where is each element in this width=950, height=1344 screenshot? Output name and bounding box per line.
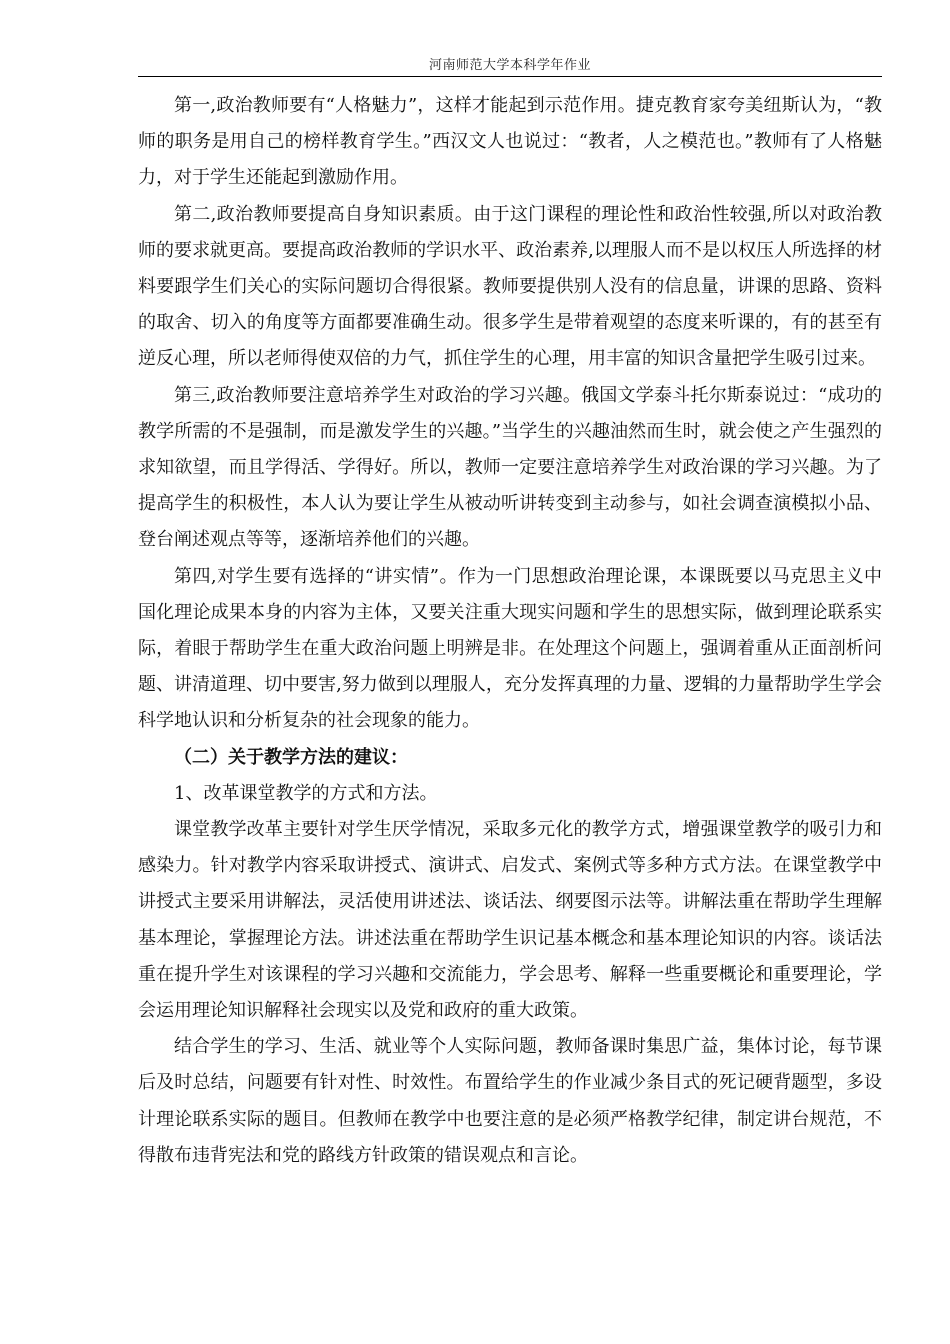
paragraph-second-point: 第二,政治教师要提高自身知识素质。由于这门课程的理论性和政治性较强,所以对政治教师的要求就更高。要提高政治教师的学识水平、政治素养,以理服人而不是以权压人所选择的材料要跟学生们关心的实际问题切合得很紧。教师要提供别人没有的信息量，讲课的思路、资料的取舍、切入的角度等方面都要准确生动。很多学生是带着观望的态度来听课的，有的甚至有逆反心理，所以老师得使双倍的力气，抓住学生的心理，用丰富的知识含量把学生吸引过来。 <box>138 203 882 370</box>
paragraph-practical-issues: 结合学生的学习、生活、就业等个人实际问题，教师备课时集思广益，集体讨论，每节课后及时总结，问题要有针对性、时效性。布置给学生的作业减少条目式的死记硬背题型，多设计理论联系实际的题目。但教师在教学中也要注意的是必须严格教学纪律，制定讲台规范，不得散布违背宪法和党的路线方针政策的错误观点和言论。 <box>138 1036 882 1166</box>
paragraph-third-point: 第三,政治教师要注意培养学生对政治的学习兴趣。俄国文学泰斗托尔斯泰说过：“成功的教学所需的不是强制，而是激发学生的兴趣。”当学生的兴趣油然而生时，就会使之产生强烈的求知欲望，而且学得活、学得好。所以，教师一定要注意培养学生对政治课的学习兴趣。为了提高学生的积极性，本人认为要让学生从被动听讲转变到主动参与，如社会调查演模拟小品、登台阐述观点等等，逐渐培养他们的兴趣。 <box>138 384 882 551</box>
subheading-item-1: 1、改革课堂教学的方式和方法。 <box>174 782 438 804</box>
paragraph-classroom-reform: 课堂教学改革主要针对学生厌学情况，采取多元化的教学方式，增强课堂教学的吸引力和感染力。针对教学内容采取讲授式、演讲式、启发式、案例式等多种方式方法。在课堂教学中讲授式主要采用讲解法，灵活使用讲述法、谈话法、纲要图示法等。讲解法重在帮助学生理解基本理论，掌握理论方法。讲述法重在帮助学生识记基本概念和基本理论知识的内容。谈话法重在提升学生对该课程的学习兴趣和交流能力，学会思考、解释一些重要概论和重要理论，学会运用理论知识解释社会现实以及党和政府的重大政策。 <box>138 819 882 1022</box>
page-header: 河南师范大学本科学年作业 <box>428 58 591 73</box>
paragraph-first-point: 第一,政治教师要有“人格魅力”，这样才能起到示范作用。捷克教育家夸美纽斯认为，“教师的职务是用自己的榜样教育学生。”西汉文人也说过：“教者，人之模范也。”教师有了人格魅力，对于学生还能起到激励作用。 <box>138 95 882 189</box>
document-body <box>138 88 882 1174</box>
paragraph-fourth-point: 第四,对学生要有选择的“讲实情”。作为一门思想政治理论课，本课既要以马克思主义中国化理论成果本身的内容为主体，又要关注重大现实问题和学生的思想实际，做到理论联系实际，着眼于帮助学生在重大政治问题上明辨是非。在处理这个问题上，强调着重从正面剖析问题、讲清道理、切中要害,努力做到以理服人，充分发挥真理的力量、逻辑的力量帮助学生学会科学地认识和分析复杂的社会现象的能力。 <box>138 565 882 732</box>
section-heading: （二）关于教学方法的建议： <box>174 746 408 768</box>
header-divider <box>138 76 882 77</box>
